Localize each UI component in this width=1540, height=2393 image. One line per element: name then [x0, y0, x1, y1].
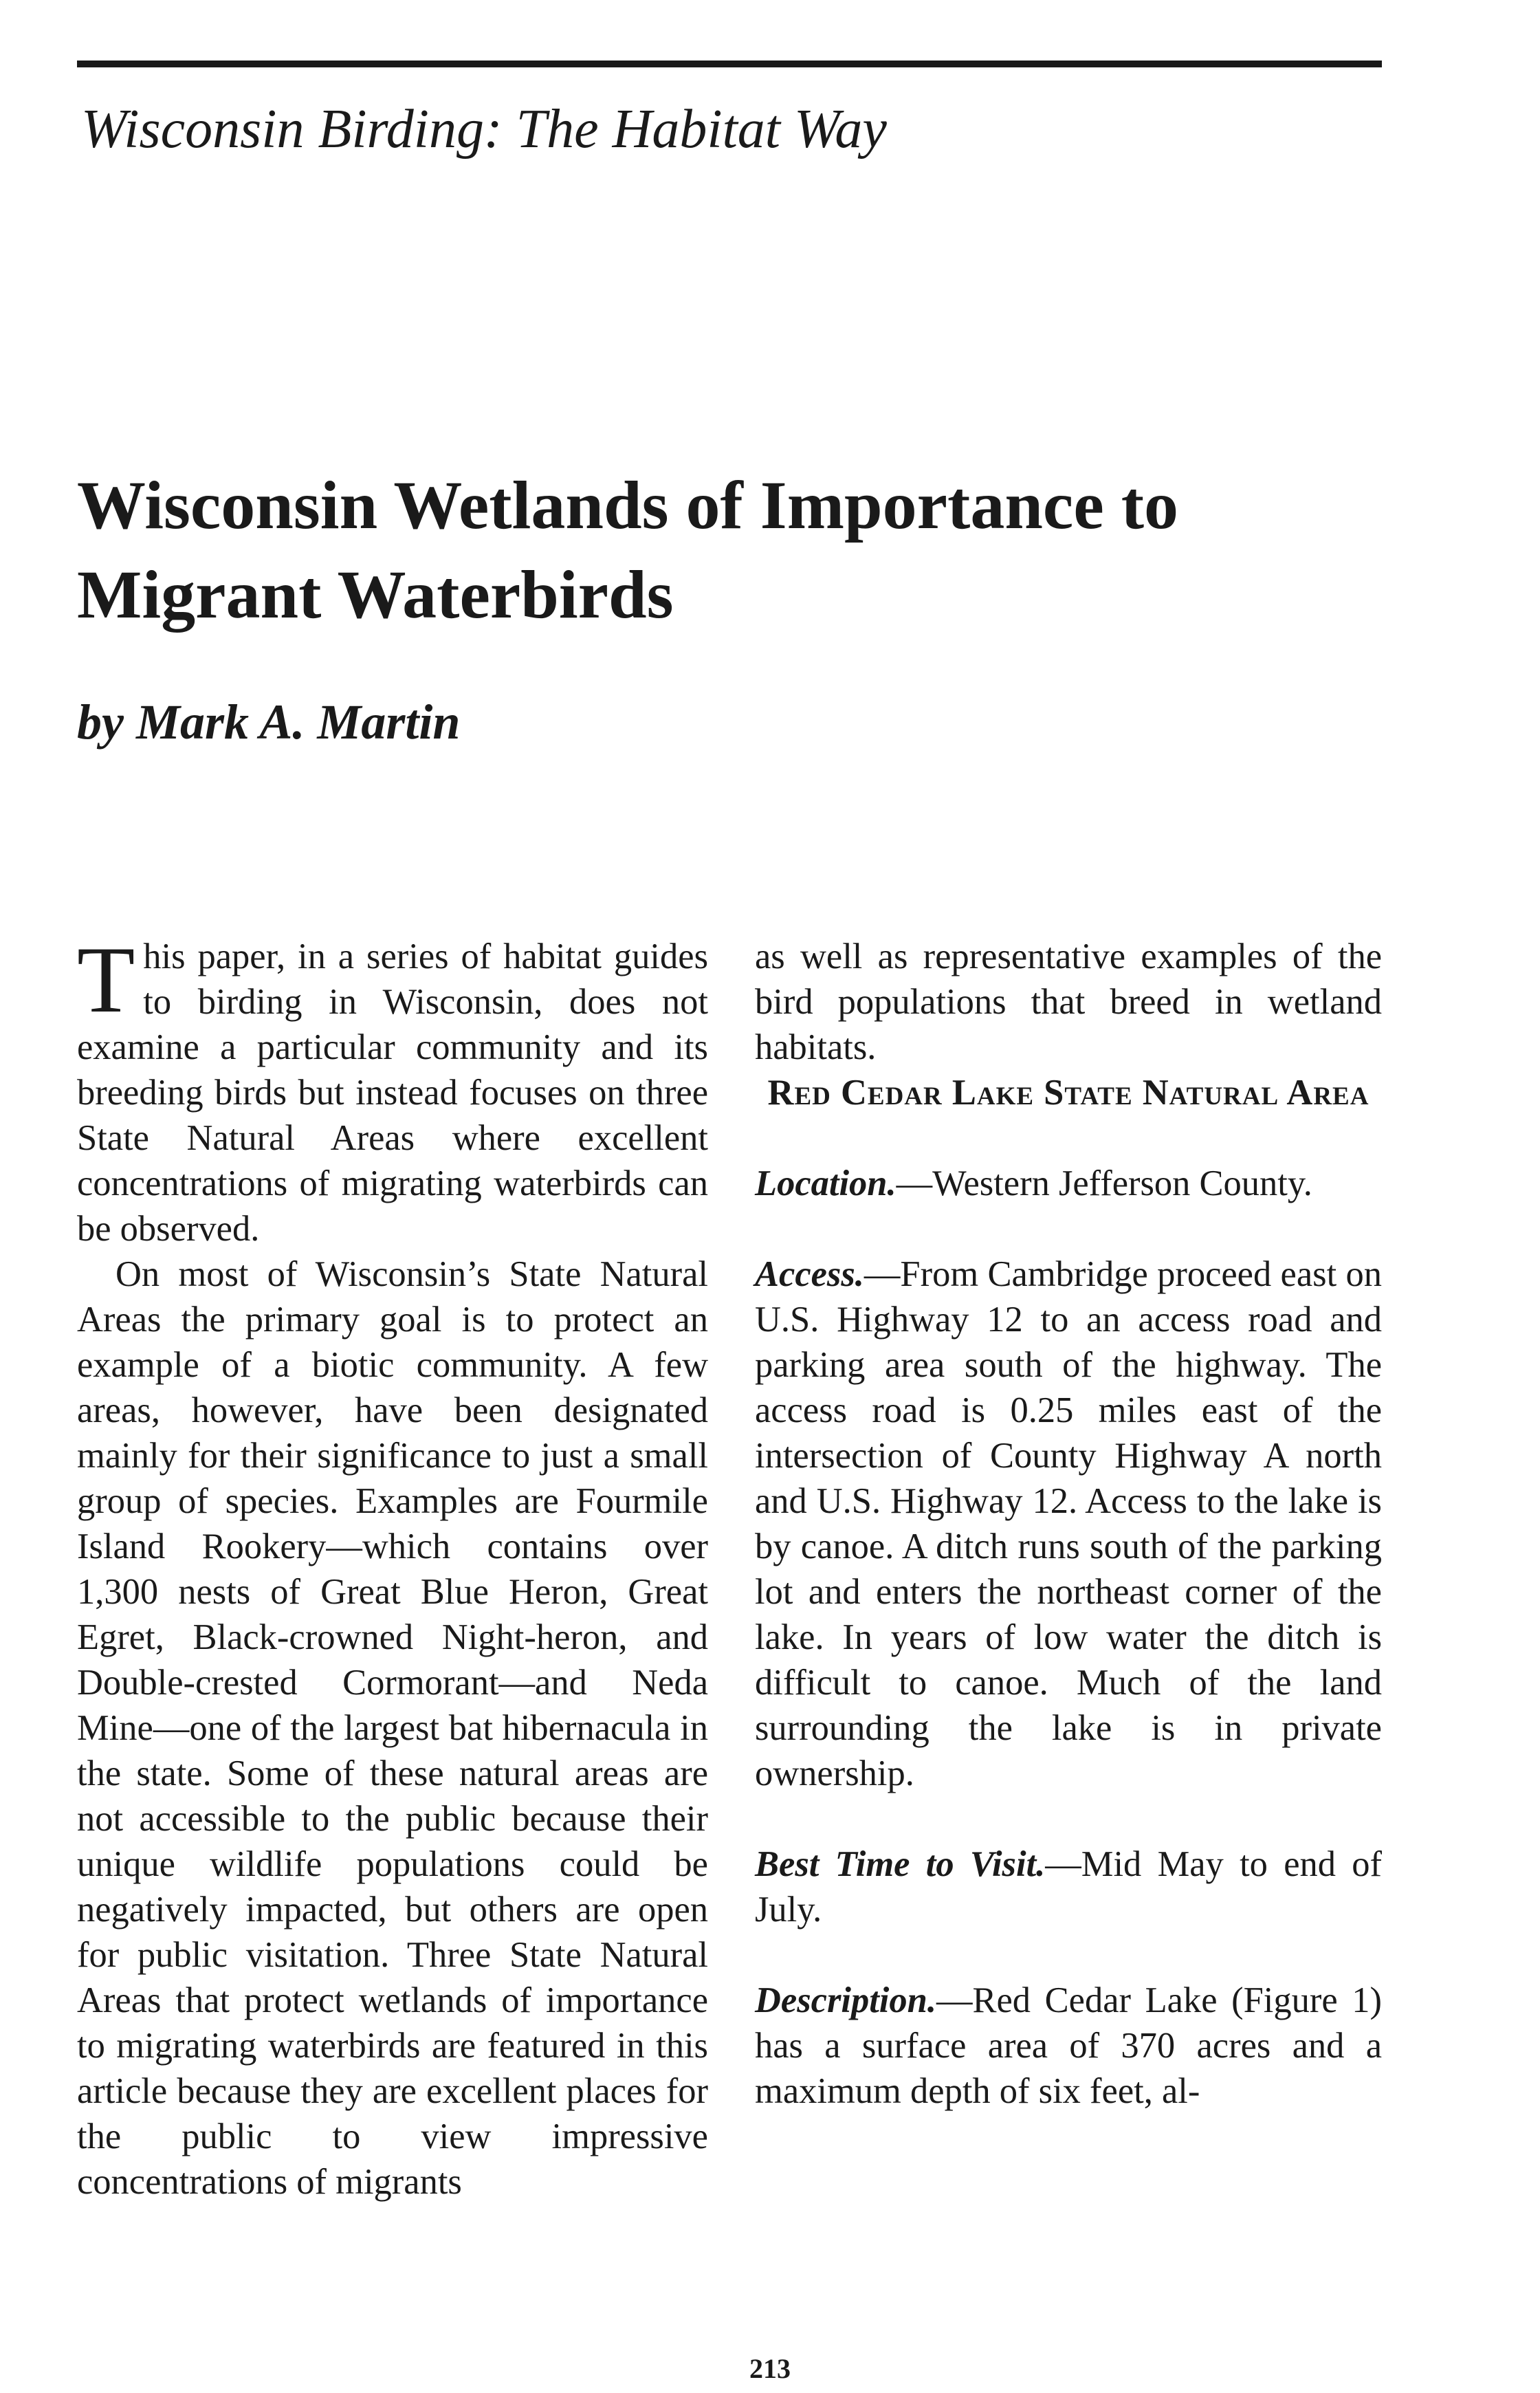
access-text: —From Cambridge proceed east on U.S. Highway 12 to an access road and parking area south of the highway. The access road is 0.25 miles east of the intersection of County Highway A north and U.S. Highway 12. Access to the lake is by canoe. A ditch runs south of the parking lot and enters the northeast corner of the lake. In years of low water the ditch is difficult to canoe. Much of the land surrounding the lake is in private ownership. [755, 1254, 1382, 1793]
intro-paragraph [77, 927, 708, 1252]
body-paragraph: On most of Wisconsin’s State Natural Areas the primary goal is to protect an example of a biotic community. A few areas, however, have been designated mainly for their significance to just a small group of species. Examples are Fourmile Island Rookery—which contains over 1,300 nests of Great Blue Heron, Great Egret, Black-crowned Night-heron, and Double-crested Cormorant—and Neda Mine—one of the largest bat hibernacula in the state. Some of these natural areas are not accessible to the public because their unique wildlife populations could be negatively impacted, but others are open for public visitation. Three State Natural Areas that protect wetlands of importance to migrating waterbirds are featured in this article because they are excellent places for the public to view impressive concentrations of migrants [77, 1254, 708, 2202]
intro-text: his paper, in a series of habitat guides to birding in Wisconsin, does not examine a particular community and its breeding birds but instead focuses on three State Natural Areas where excellent concentrations of migrating waterbirds can be observed. [77, 937, 708, 1249]
description-field [755, 1978, 1382, 2114]
location-field [755, 1161, 1382, 1206]
description-label: Description. [755, 1980, 936, 2020]
best-time-field [755, 1842, 1382, 1932]
header-rule [77, 61, 1382, 67]
access-field [755, 1252, 1382, 1796]
article-title: Wisconsin Wetlands of Importance to Migrant Waterbirds [77, 467, 1179, 633]
section-heading: Red Cedar Lake State Natural Area [767, 1073, 1370, 1113]
drop-cap: T [77, 927, 135, 1032]
right-column [755, 934, 1382, 2114]
description-text: —Red Cedar Lake (Figure 1) has a surface area of 370 acres and a maximum depth of six feet, al- [755, 1980, 1382, 2111]
page-number: 213 [749, 2353, 791, 2384]
location-label: Location. [755, 1163, 896, 1203]
body-paragraph-continued: as well as representative examples of the bird populations that breed in wetland habitats. [755, 937, 1382, 1067]
byline: by Mark A. Martin [77, 695, 461, 750]
left-column [77, 927, 708, 2205]
series-title: Wisconsin Birding: The Habitat Way [81, 99, 887, 160]
access-label: Access. [755, 1254, 864, 1294]
best-time-label: Best Time to Visit. [755, 1844, 1046, 1884]
location-text: —Western Jefferson County. [896, 1163, 1312, 1203]
best-time-text: —Mid May to end of July. [755, 1844, 1383, 1930]
